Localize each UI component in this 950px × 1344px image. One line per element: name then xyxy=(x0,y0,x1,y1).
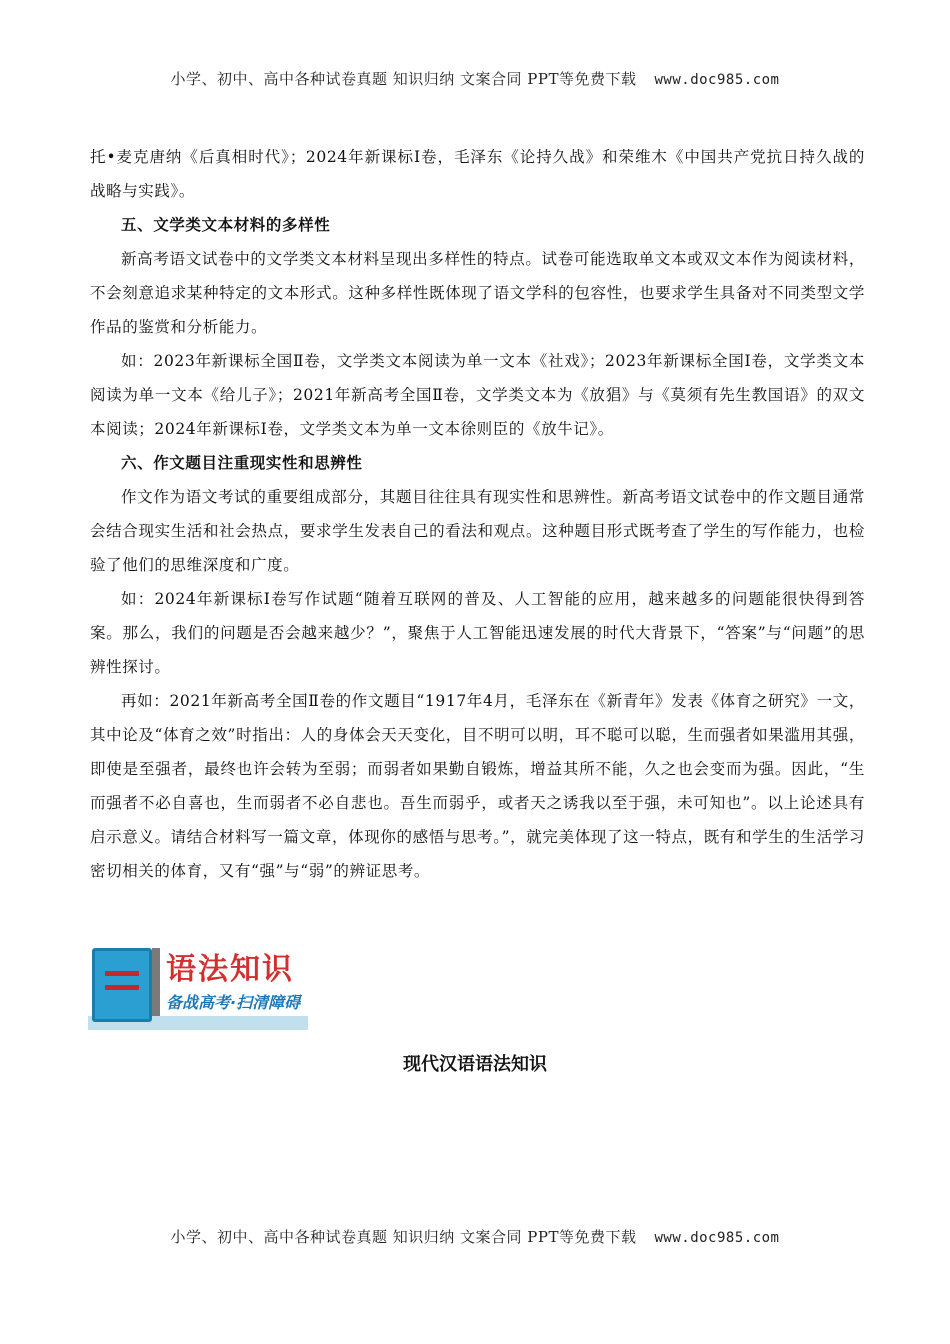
heading-section-6: 六、作文题目注重现实性和思辨性 xyxy=(121,454,363,472)
book-number-stroke-bottom xyxy=(105,985,139,990)
paragraph-5a: 新高考语文试卷中的文学类文本材料呈现出多样性的特点。试卷可能选取单文本或双文本作为阅读材料，不会刻意追求某种特定的文本形式。这种多样性既体现了语文学科的包容性，也要求学生具备对不同类型文学作品的鉴赏和分析能力。 xyxy=(90,250,865,336)
heading-section-5: 五、文学类文本材料的多样性 xyxy=(121,216,331,234)
footer-url[interactable]: www.doc985.com xyxy=(654,1230,780,1246)
grammar-knowledge-banner xyxy=(88,944,308,1030)
section-title: 现代汉语语法知识 xyxy=(403,1054,547,1075)
book-icon xyxy=(92,948,152,1022)
banner-subtitle: 备战高考·扫清障碍 xyxy=(166,993,301,1012)
paragraph-6c: 再如：2021年新高考全国Ⅱ卷的作文题目“1917年4月，毛泽东在《新青年》发表《体育之研究》一文，其中论及“体育之效”时指出：人的身体会天天变化，目不明可以明，耳不聪可以聪，生而强者如果滥用其强，即使是至强者，最终也许会转为至弱；而弱者如果勤自锻炼，增益其所不能，久之也会变而为强。因此，“生而强者不必自喜也，生而弱者不必自悲也。吾生而弱乎，或者天之诱我以至于强，未可知也”。以上论述具有启示意义。请结合材料写一篇文章，体现你的感悟与思考。”，就完美体现了这一特点，既有和学生的生活学习密切相关的体育，又有“强”与“弱”的辨证思考。 xyxy=(90,692,865,880)
book-number-stroke-top xyxy=(105,971,139,976)
article-body xyxy=(90,140,865,888)
book-spine-icon xyxy=(152,948,160,1016)
banner-title: 语法知识 xyxy=(166,952,294,987)
paragraph-6a: 作文作为语文考试的重要组成部分，其题目往往具有现实性和思辨性。新高考语文试卷中的作文题目通常会结合现实生活和社会热点，要求学生发表自己的看法和观点。这种题目形式既考查了学生的写作能力，也检验了他们的思维深度和广度。 xyxy=(90,488,865,574)
paragraph-6b: 如：2024年新课标Ⅰ卷写作试题“随着互联网的普及、人工智能的应用，越来越多的问题能很快得到答案。那么，我们的问题是否会越来越少？”，聚焦于人工智能迅速发展的时代大背景下，“答案”与“问题”的思辨性探讨。 xyxy=(90,590,865,676)
header-text: 小学、初中、高中各种试卷真题 知识归纳 文案合同 PPT等免费下载 xyxy=(170,70,637,88)
page-footer xyxy=(0,1226,950,1247)
header-url[interactable]: www.doc985.com xyxy=(654,72,780,88)
footer-text: 小学、初中、高中各种试卷真题 知识归纳 文案合同 PPT等免费下载 xyxy=(170,1228,637,1246)
paragraph-5b: 如：2023年新课标全国Ⅱ卷，文学类文本阅读为单一文本《社戏》；2023年新课标全国Ⅰ卷，文学类文本阅读为单一文本《给儿子》；2021年新高考全国Ⅱ卷，文学类文本为《放猖》与《莫须有先生教国语》的双文本阅读；2024年新课标Ⅰ卷，文学类文本为单一文本徐则臣的《放牛记》。 xyxy=(90,352,865,438)
page-header xyxy=(0,68,950,89)
paragraph-continued: 托•麦克唐纳《后真相时代》；2024年新课标Ⅰ卷，毛泽东《论持久战》和荣维木《中国共产党抗日持久战的战略与实践》。 xyxy=(90,148,865,200)
